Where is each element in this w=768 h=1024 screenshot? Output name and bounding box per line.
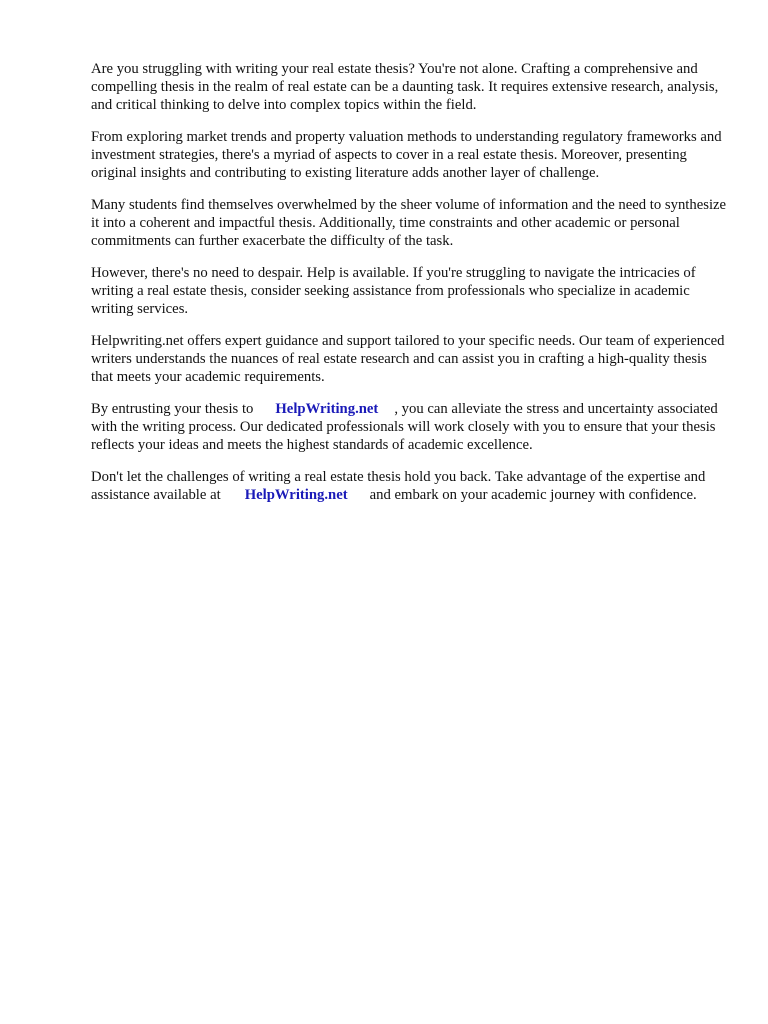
helpwriting-link-2[interactable]: HelpWriting.net (244, 487, 348, 503)
document-body (91, 60, 731, 518)
paragraph-help: However, there's no need to despair. Help is available. If you're struggling to navigate the intricacies of writing a real estate thesis, consider seeking assistance from professionals who specialize in academic writing services. (91, 265, 696, 317)
paragraph-helpwriting: Helpwriting.net offers expert guidance and support tailored to your specific needs. Our team of experienced writers understands the nuances of real estate research and can assist you in crafting a high-quality thesis that meets your academic requirements. (91, 333, 725, 385)
paragraph-entrusting-after: , you can alleviate the stress and uncertainty associated with the writing process. Our dedicated professionals will work closely with you to ensure that your thesis reflects your ideas and meets the highest standards of academic excellence. (91, 401, 718, 453)
paragraph-entrusting-before: By entrusting your thesis to (91, 401, 254, 417)
paragraph-overwhelm: Many students find themselves overwhelmed by the sheer volume of information and the need to synthesize it into a coherent and impactful thesis. Additionally, time constraints and other academic or personal commitments can further exacerbate the difficulty of the task. (91, 197, 727, 249)
helpwriting-link-1[interactable]: HelpWriting.net (275, 401, 379, 417)
paragraph-scope: From exploring market trends and property valuation methods to understanding regulatory frameworks and investment strategies, there's a myriad of aspects to cover in a real estate thesis. Moreover, presenting original insights and contributing to existing literature adds another layer of challenge. (91, 129, 722, 181)
paragraph-intro: Are you struggling with writing your real estate thesis? You're not alone. Crafting a comprehensive and compelling thesis in the realm of real estate can be a daunting task. It requires extensive research, analysis, and critical thinking to delve into complex topics within the field. (91, 61, 719, 113)
paragraph-entrusting (91, 400, 731, 454)
paragraph-closing-before: Don't let the challenges of writing a real estate thesis hold you back. Take advantage of the expertise and assistance available at (91, 469, 706, 503)
paragraph-closing (91, 468, 731, 504)
paragraph-closing-after: and embark on your academic journey with confidence. (369, 487, 697, 503)
